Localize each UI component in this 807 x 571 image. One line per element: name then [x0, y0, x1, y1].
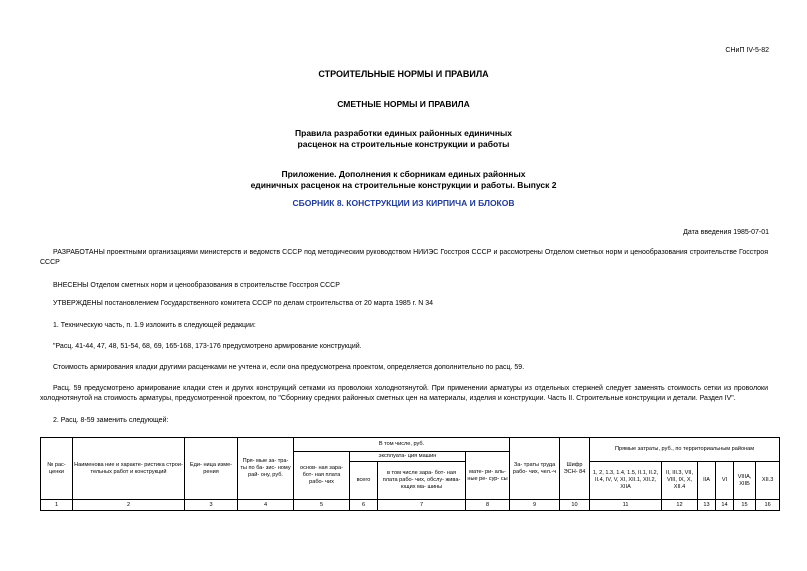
- title-appendix-line-2: единичных расценок на строительные конструкции и работы. Выпуск 2: [250, 180, 557, 190]
- header-region-2: II, III.3, VII, VIII, IX, X, XII.4: [662, 462, 698, 500]
- header-region-5: VIIIA, XIIБ: [734, 462, 756, 500]
- column-number: 12: [662, 500, 698, 511]
- column-number: 15: [734, 500, 756, 511]
- title-rules-line-2: расценок на строительные конструкции и работы: [297, 139, 510, 149]
- title-rules-line-1: Правила разработки единых районных единичных: [295, 128, 512, 138]
- title-appendix: [0, 169, 807, 191]
- paragraph-introduced: ВНЕСЕНЫ Отделом сметных норм и ценообразования в строительстве Госстроя СССР: [53, 282, 340, 289]
- title-building-norms: СТРОИТЕЛЬНЫЕ НОРМЫ И ПРАВИЛА: [318, 69, 489, 79]
- header-regions: Прямые затраты, руб., по территориальным районам: [590, 438, 780, 462]
- title-appendix-line-1: Приложение. Дополнения к сборникам единых районных: [281, 169, 526, 179]
- column-number: 9: [510, 500, 560, 511]
- header-machines-wage: в том числе зара- бот- ная плата рабо- чих, обслу- жива- ющих ма- шины: [378, 462, 466, 500]
- paragraph-developed: РАЗРАБОТАНЫ проектными организациями министерств и ведомств СССР под методическим руководством НИИЭС Госстроя СССР и рассмотрены Отделом сметных норм и ценообразования строительстве Госстроя СССР: [40, 249, 768, 266]
- paragraph-approved: УТВЕРЖДЕНЫ постановлением Государственного комитета СССР по делам строительства от 20 марта 1985 г. N 34: [53, 300, 434, 307]
- header-machines-total: всего: [350, 462, 378, 500]
- column-number: 13: [698, 500, 716, 511]
- header-labor-costs: За- траты труда рабо- чих, чел.-ч: [510, 438, 560, 500]
- header-region-4: VI: [716, 462, 734, 500]
- column-number: 4: [238, 500, 294, 511]
- title-collection: СБОРНИК 8. КОНСТРУКЦИИ ИЗ КИРПИЧА И БЛОКОВ: [292, 198, 515, 208]
- rates-table: [40, 437, 780, 511]
- column-number: 14: [716, 500, 734, 511]
- header-unit: Еди- ница изме- рения: [185, 438, 238, 500]
- column-number: 6: [350, 500, 378, 511]
- column-number: 11: [590, 500, 662, 511]
- paragraph-rate-59: Расц. 59 предусмотрено армирование кладки стен и других конструкций сетками из проволоки холоднотянутой. При применении арматуры из отдельных стержней следует заменять стоимость сетки из проволоки холоднотянутой на стоимость арматуры, предусмотренной проектом, по "Сборнику средних районных сметных цен на материалы, изделия и конструкции. Часть II. Строительные конструкции и детали. Раздел IV".: [40, 385, 768, 402]
- header-machines: эксплуата- ция машин: [350, 452, 466, 462]
- column-number: 8: [466, 500, 510, 511]
- table-column-numbers: [41, 500, 780, 511]
- column-number: 1: [41, 500, 73, 511]
- paragraph-item-2: 2. Расц. 8-59 заменить следующей:: [53, 417, 169, 424]
- paragraph-reinforcement: "Расц. 41-44, 47, 48, 51-54, 68, 69, 165-168, 173-176 предусмотрено армирование конструкций.: [53, 343, 362, 350]
- paragraph-item-1: 1. Техническую часть, п. 1.9 изложить в следующей редакции:: [53, 322, 256, 329]
- header-region-6: XII.3: [756, 462, 780, 500]
- header-region-3: IIA: [698, 462, 716, 500]
- table-header-row-1: [41, 438, 780, 452]
- intro-date: Дата введения 1985-07-01: [683, 229, 769, 236]
- header-region-1: 1, 2, 1.3, 1.4, 1.5, II.1, II.2, II.4, IV, V, XI, XII.1, XII.2, XIIA: [590, 462, 662, 500]
- paragraph-reinforcement-cost: Стоимость армирования кладки другими расценками не учтена и, если она предусмотрена проектом, определяется дополнительно по расц. 59.: [53, 364, 525, 371]
- column-number: 5: [294, 500, 350, 511]
- header-rate-number: № рас- ценки: [41, 438, 73, 500]
- header-esn-cipher: Шифр ЭСН- 84: [560, 438, 590, 500]
- column-number: 3: [185, 500, 238, 511]
- header-materials: мате- ри- аль- ные ре- сур- сы: [466, 452, 510, 500]
- title-rules: [0, 128, 807, 150]
- header-direct-costs: Пря- мые за- тра- ты по ба- зис- ному рай- ону, руб.: [238, 438, 294, 500]
- column-number: 16: [756, 500, 780, 511]
- header-work-name: Наименова ние и характе- ристика строи- тельных работ и конструкций: [73, 438, 185, 500]
- column-number: 2: [73, 500, 185, 511]
- header-base-wage: основ- ная зара- бот- ная плата рабо- чих: [294, 452, 350, 500]
- title-estimate-norms: СМЕТНЫЕ НОРМЫ И ПРАВИЛА: [337, 99, 470, 109]
- header-including: В том числе, руб.: [294, 438, 510, 452]
- column-number: 7: [378, 500, 466, 511]
- column-number: 10: [560, 500, 590, 511]
- document-code: СНиП IV-5-82: [725, 47, 769, 54]
